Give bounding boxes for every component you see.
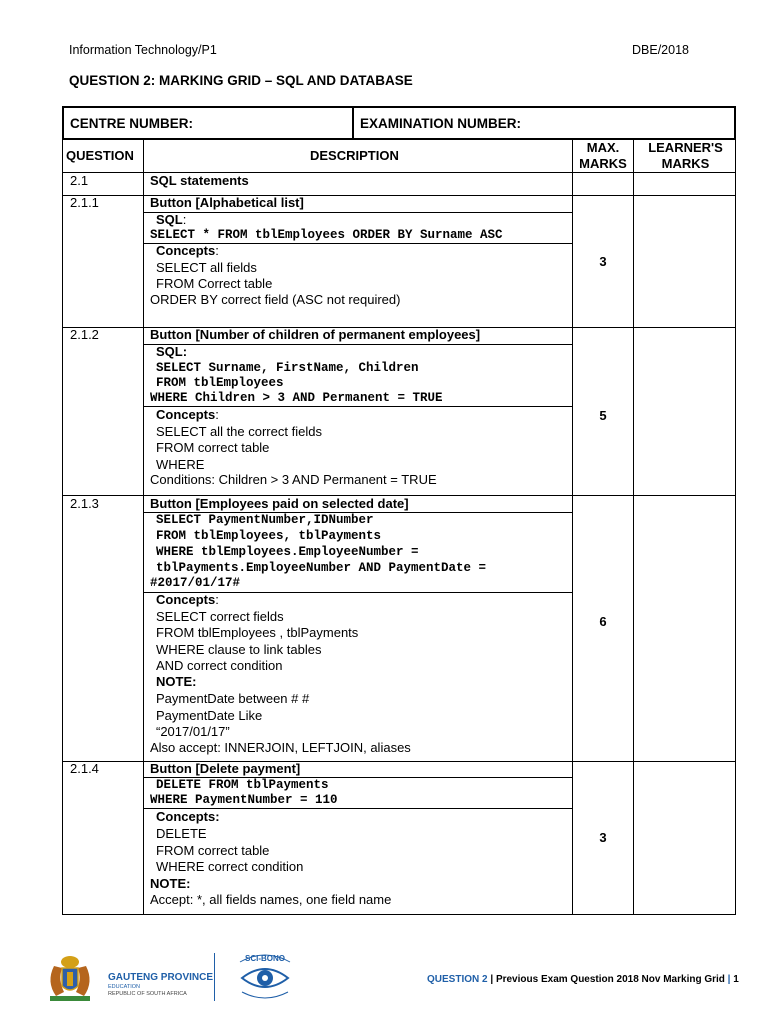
centre-number-label: CENTRE NUMBER: bbox=[64, 108, 354, 138]
q-2-1-4-note: NOTE: bbox=[150, 876, 191, 891]
footer-caption: QUESTION 2 | Previous Exam Question 2018 Nov Marking Grid | 1 bbox=[427, 974, 739, 985]
q-2-1-3-n2: PaymentDate Like bbox=[156, 708, 263, 723]
q-2-1-2-c4: Conditions: Children > 3 AND Permanent = TRUE bbox=[150, 472, 437, 487]
q-2-1-1-sql-label: SQL: bbox=[156, 212, 187, 227]
q-2-1-1-heading: Button [Alphabetical list] bbox=[150, 195, 304, 210]
q-2-1-2-sql2: FROM tblEmployees bbox=[156, 376, 284, 390]
header-subject: Information Technology/P1 bbox=[69, 43, 217, 57]
q-2-1-2-num: 2.1.2 bbox=[70, 327, 99, 342]
col-question: QUESTION bbox=[66, 148, 134, 163]
q-2-1-1-sql: SELECT * FROM tblEmployees ORDER BY Surname ASC bbox=[150, 228, 503, 242]
col-max-2: MARKS bbox=[579, 156, 627, 171]
q-2-1-4-c2: FROM correct table bbox=[156, 843, 270, 858]
q-2-1-2-concepts: Concepts: bbox=[156, 407, 219, 422]
q-2-1-4-concepts: Concepts: bbox=[156, 809, 220, 824]
col-divider bbox=[633, 140, 634, 914]
q-2-1-3-n3: “2017/01/17” bbox=[156, 724, 230, 739]
q-2-1-3-sql4: tblPayments.EmployeeNumber AND PaymentDate = bbox=[156, 561, 487, 575]
header-dbe: DBE/2018 bbox=[632, 43, 689, 57]
q-2-1-3-c2: FROM tblEmployees , tblPayments bbox=[156, 625, 359, 640]
gauteng-title: GAUTENG PROVINCE bbox=[108, 972, 214, 983]
sci-bono-eye-icon bbox=[230, 950, 300, 1005]
q-2-1-3-c4: AND correct condition bbox=[156, 658, 283, 673]
q-2-1-4-c3: WHERE correct condition bbox=[156, 859, 304, 874]
exam-number-label: EXAMINATION NUMBER: bbox=[360, 116, 521, 131]
q-2-1-2-c3: WHERE bbox=[156, 457, 205, 472]
q-2-1-3-sql3: WHERE tblEmployees.EmployeeNumber = bbox=[156, 545, 419, 559]
q-2-1-1-c2: FROM Correct table bbox=[156, 276, 273, 291]
q-2-1-3-n4: Also accept: INNERJOIN, LEFTJOIN, aliases bbox=[150, 740, 411, 755]
col-learner-2: MARKS bbox=[661, 156, 710, 171]
col-learner-1: LEARNER'S bbox=[648, 140, 723, 155]
q-2-1-4-heading: Button [Delete payment] bbox=[150, 761, 301, 776]
q-2-1-2-sql3: WHERE Children > 3 AND Permanent = TRUE bbox=[150, 391, 443, 405]
col-description: DESCRIPTION bbox=[310, 148, 399, 163]
q-2-1-4-n1: Accept: *, all fields names, one field name bbox=[150, 892, 392, 907]
marking-grid bbox=[62, 140, 736, 915]
q-2-1-1-marks: 3 bbox=[599, 254, 607, 269]
q-2-1-3-note: NOTE: bbox=[156, 674, 197, 689]
gauteng-sub-rsa: REPUBLIC OF SOUTH AFRICA bbox=[108, 991, 187, 997]
coat-of-arms-icon bbox=[40, 952, 100, 1002]
gauteng-logo bbox=[40, 952, 220, 1002]
q-2-1-3-heading: Button [Employees paid on selected date] bbox=[150, 496, 409, 511]
q-2-1-3-c3: WHERE clause to link tables bbox=[156, 642, 322, 657]
q-2-1-4-marks: 3 bbox=[599, 830, 607, 845]
gauteng-sub-education: EDUCATION bbox=[108, 984, 140, 990]
q-2-1-2-c1: SELECT all the correct fields bbox=[156, 424, 322, 439]
col-divider bbox=[143, 140, 144, 914]
centre-exam-table bbox=[62, 106, 736, 140]
q-2-1-1-concepts: Concepts: bbox=[156, 243, 219, 258]
q-2-1-3-sql2: FROM tblEmployees, tblPayments bbox=[156, 529, 382, 543]
col-max-1: MAX. bbox=[586, 140, 620, 155]
q-2-1-num: 2.1 bbox=[70, 173, 89, 188]
q-2-1-3-sql5: #2017/01/17# bbox=[150, 576, 241, 590]
q-2-1-2-sql1: SELECT Surname, FirstName, Children bbox=[156, 361, 419, 375]
q-2-1-3-concepts: Concepts: bbox=[156, 592, 219, 607]
sci-bono-logo bbox=[230, 950, 300, 1005]
q-2-1-1-c1: SELECT all fields bbox=[156, 260, 257, 275]
q-2-1-2-heading: Button [Number of children of permanent employees] bbox=[150, 327, 481, 342]
q-2-1-3-c1: SELECT correct fields bbox=[156, 609, 284, 624]
q-2-1-4-c1: DELETE bbox=[156, 826, 207, 841]
q-2-1-3-num: 2.1.3 bbox=[70, 496, 99, 511]
q-2-1-2-c2: FROM correct table bbox=[156, 440, 270, 455]
page-title: QUESTION 2: MARKING GRID – SQL AND DATABASE bbox=[69, 73, 413, 88]
footer-divider bbox=[214, 953, 215, 1001]
q-2-1-1-c3: ORDER BY correct field (ASC not required) bbox=[150, 292, 401, 307]
q-2-1-2-sql-label: SQL: bbox=[156, 344, 188, 359]
svg-text:SCI-BONO: SCI-BONO bbox=[245, 954, 285, 963]
q-2-1-1-num: 2.1.1 bbox=[70, 195, 99, 210]
q-2-1-4-num: 2.1.4 bbox=[70, 761, 99, 776]
q-2-1-desc: SQL statements bbox=[150, 173, 249, 188]
q-2-1-3-n1: PaymentDate between # # bbox=[156, 691, 310, 706]
q-2-1-3-marks: 6 bbox=[599, 614, 607, 629]
q-2-1-3-sql1: SELECT PaymentNumber,IDNumber bbox=[156, 513, 374, 527]
q-2-1-2-marks: 5 bbox=[599, 408, 607, 423]
q-2-1-4-sql2: WHERE PaymentNumber = 110 bbox=[150, 793, 338, 807]
q-2-1-4-sql1: DELETE FROM tblPayments bbox=[156, 778, 329, 792]
